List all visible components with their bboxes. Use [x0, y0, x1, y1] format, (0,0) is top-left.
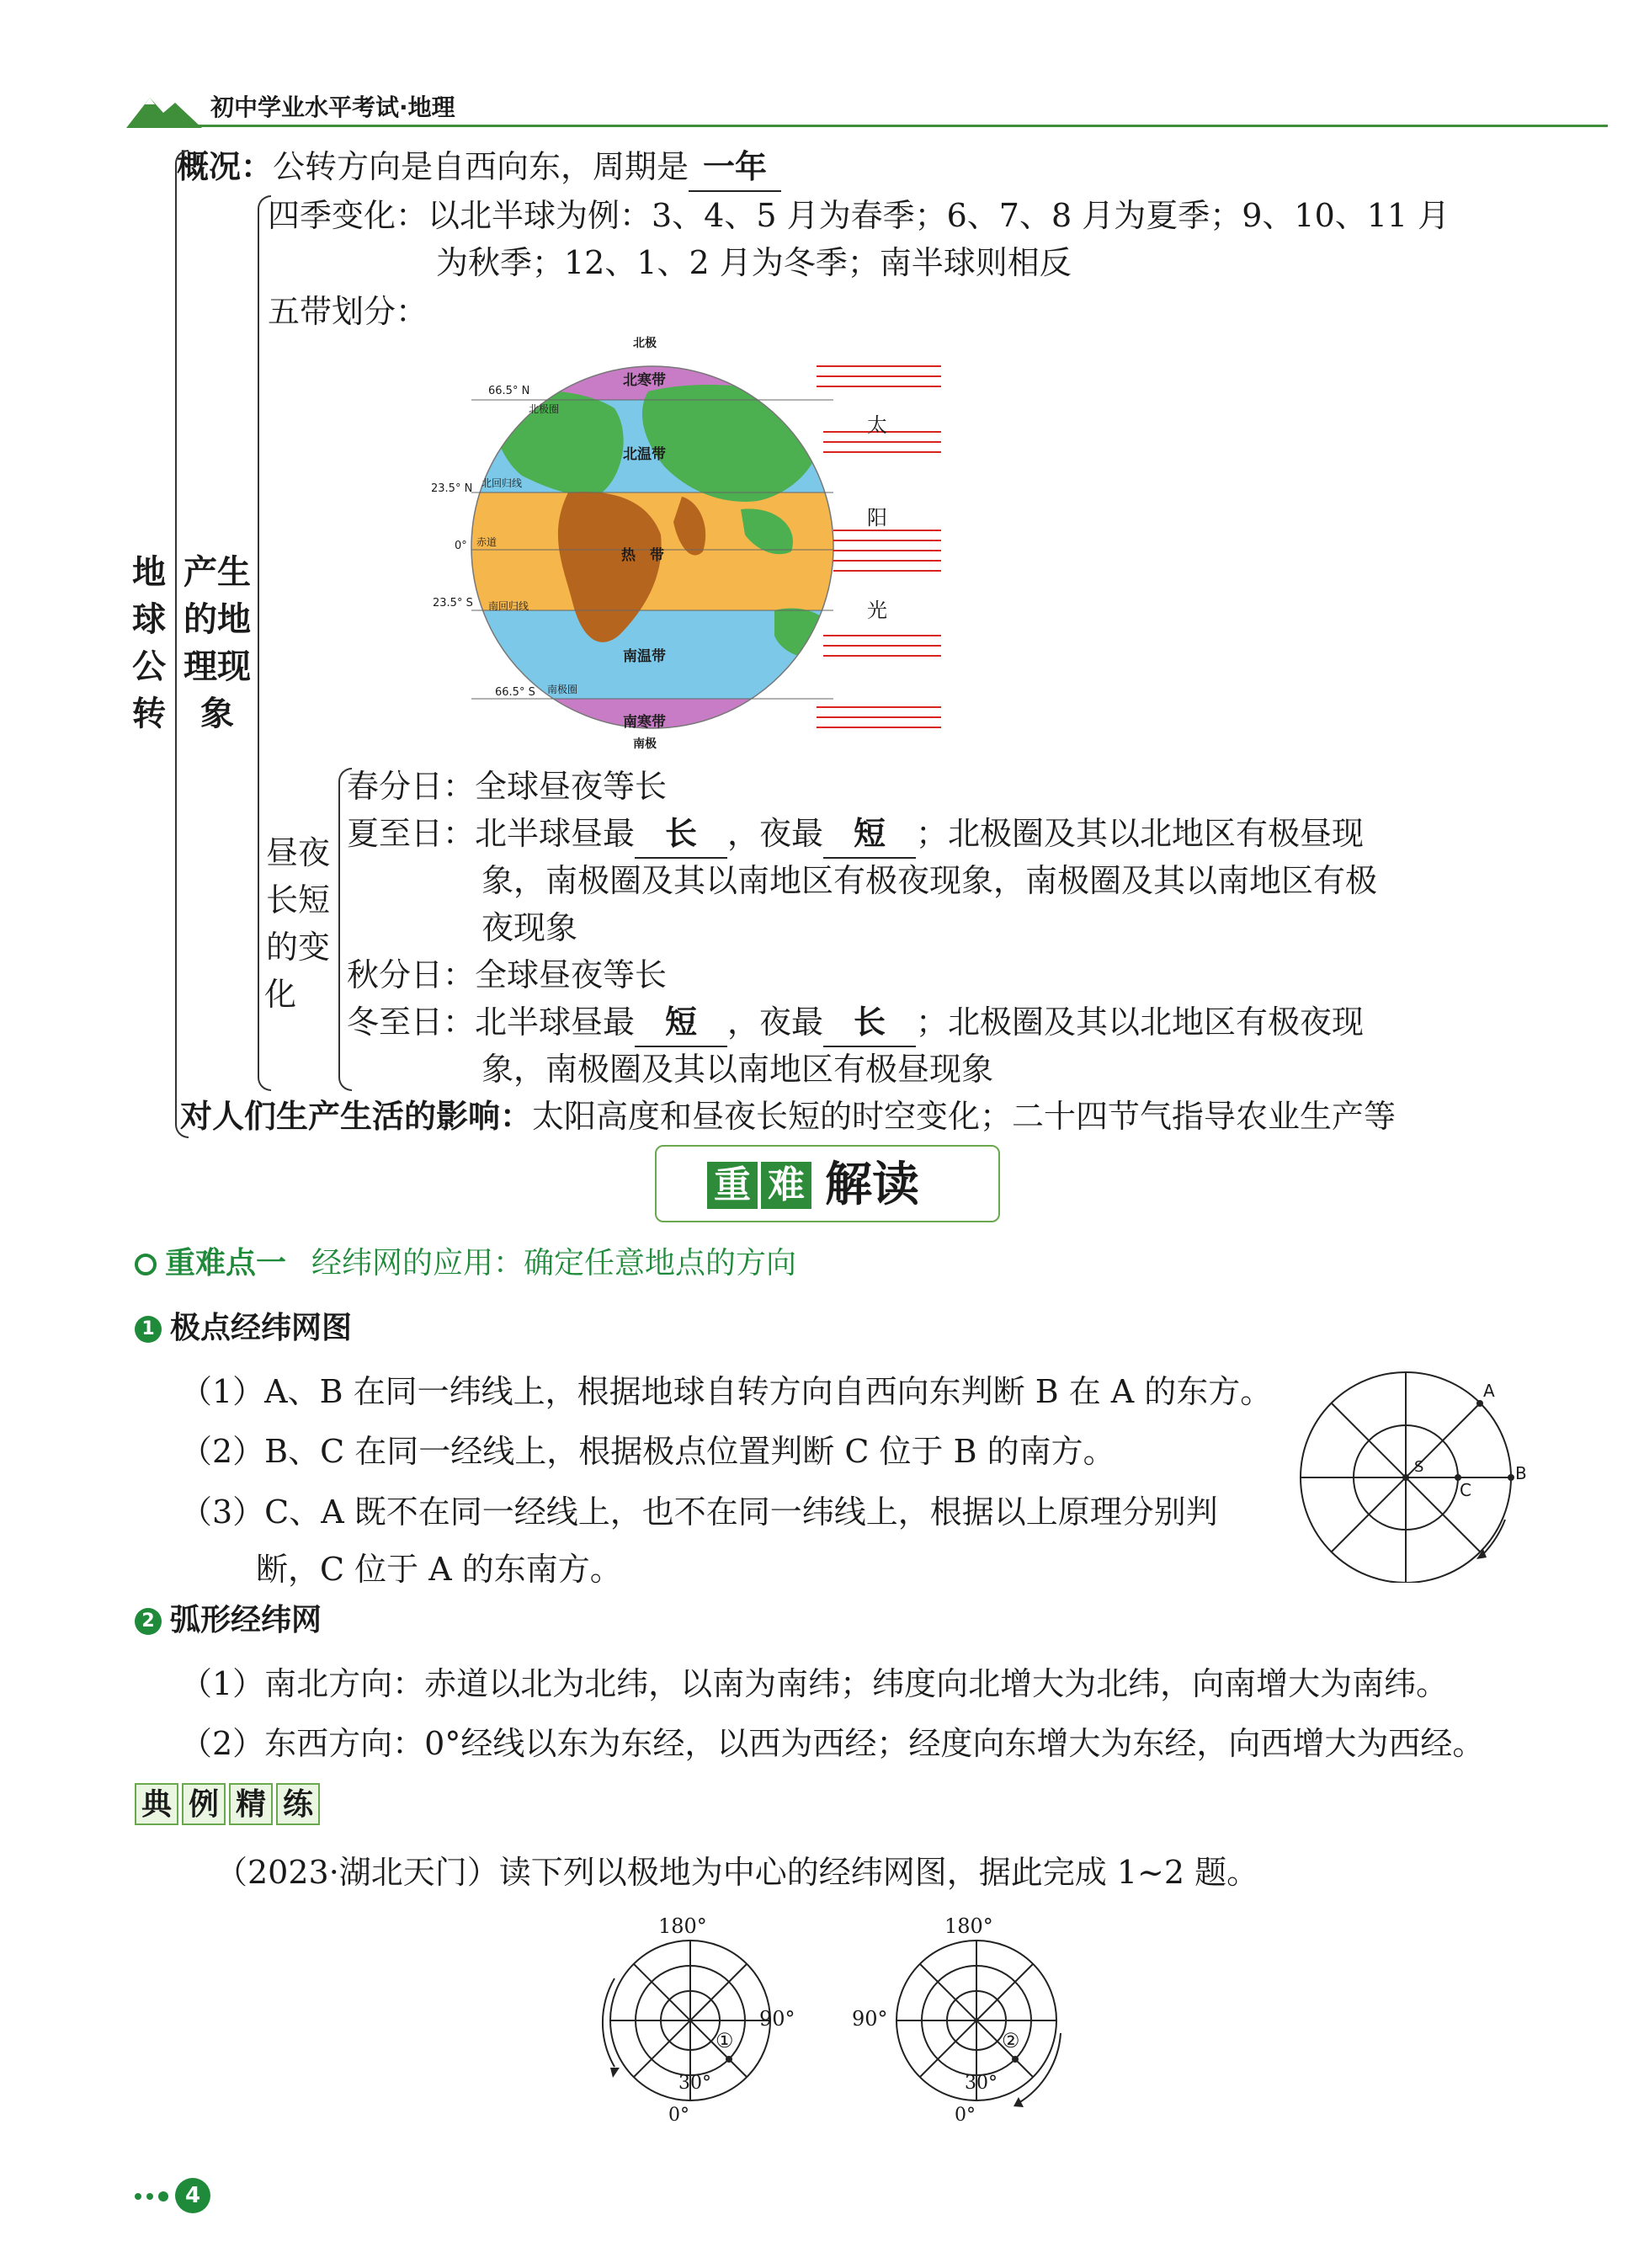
zone-south-frigid: 南寒带	[623, 714, 666, 731]
impact-line	[180, 1093, 1396, 1140]
left-fig-point: ①	[716, 2029, 734, 2052]
arctic-circle-label: 北极圈	[529, 403, 560, 415]
antarctic-circle-label: 南极圈	[547, 684, 578, 695]
zone-north-temperate: 北温带	[623, 446, 666, 463]
zone-tropical: 热 带	[621, 547, 664, 564]
sub1-item-2: （2）B、C 在同一经线上，根据极点位置判断 C 位于 B 的南方。	[180, 1433, 1115, 1470]
point-a-label: A	[1483, 1381, 1495, 1401]
sub1-item-4: 断，C 位于 A 的东南方。	[256, 1551, 622, 1588]
sub2-title: 弧形经纬网	[170, 1603, 322, 1637]
polar-grid-figure	[1288, 1364, 1540, 1583]
header-bar	[126, 91, 1608, 130]
winter-answer-night: 长	[823, 998, 916, 1047]
key-point-label: 重难点一	[165, 1246, 287, 1280]
sub1-title: 极点经纬网图	[170, 1311, 353, 1345]
summer-answer-night: 短	[823, 810, 916, 859]
autumn-equinox-line: 秋分日：全球昼夜等长	[347, 956, 668, 993]
right-fig-left-label: 90°	[852, 2007, 888, 2031]
page-number: 4	[175, 2178, 210, 2213]
example-tag: 典 例 精 练	[135, 1783, 323, 1825]
pole-south-label: 南极	[633, 737, 657, 751]
left-fig-top-label: 180°	[658, 1914, 707, 1938]
summer-answer-day: 长	[635, 810, 727, 859]
sub2-item-2: （2）东西方向：0°经线以东为东经，以西为西经；经度向东增大为东经，向西增大为西经。	[180, 1725, 1485, 1762]
right-fig-top-label: 180°	[944, 1914, 993, 1938]
footer-dot-2	[146, 2193, 153, 2200]
point-c-label: C	[1460, 1480, 1471, 1500]
lat-66s-label: 66.5° S	[495, 686, 535, 699]
key-point-title: 经纬网的应用：确定任意地点的方向	[311, 1246, 797, 1280]
phenomena-label: 产生 的地 理现 象	[184, 552, 251, 733]
left-fig-bottom-label: 0°	[668, 2105, 689, 2126]
banner-title: 解读	[825, 1157, 919, 1212]
earth-revolution-label: 地 球 公 转	[132, 552, 166, 733]
lat-23n-label: 23.5° N	[431, 482, 473, 495]
lat-66n-label: 66.5° N	[488, 385, 530, 397]
sub1-number-icon: 1	[135, 1316, 162, 1343]
right-fig-inner-label: 30°	[965, 2073, 998, 2094]
overview-label: 概况：	[177, 147, 274, 185]
zone-north-frigid: 北寒带	[623, 372, 666, 389]
mountain-logo-icon	[126, 91, 202, 130]
winter-solstice-line: 冬至日：北半球昼最 短 ，夜最 长 ；北极圈及其以北地区有极夜现	[347, 998, 1364, 1047]
pole-s-label: S	[1414, 1458, 1424, 1476]
banner-box-1: 重	[707, 1162, 758, 1209]
overview-line	[177, 143, 781, 192]
pole-north-label: 北极	[633, 337, 657, 350]
left-fig-inner-label: 30°	[678, 2073, 711, 2094]
spring-equinox-line: 春分日：全球昼夜等长	[347, 768, 668, 805]
zone-south-temperate: 南温带	[623, 648, 666, 665]
sub2-number-icon: 2	[135, 1608, 162, 1635]
footer	[135, 2176, 261, 2218]
sun-char-1: 太	[867, 413, 887, 437]
sub2-heading	[135, 1600, 322, 1642]
sub1-heading	[135, 1307, 352, 1350]
overview-text: 公转方向是自西向东，周期是	[273, 148, 689, 185]
lat-0-label: 0°	[455, 540, 467, 552]
point-b-label: B	[1515, 1463, 1527, 1483]
tropic-capricorn-label: 南回归线	[488, 600, 529, 612]
example-figure-right	[850, 1914, 1103, 2138]
example-figure-left	[564, 1914, 817, 2138]
sub1-item-3: （3）C、A 既不在同一经线上，也不在同一纬线上，根据以上原理分别判	[180, 1493, 1218, 1531]
sun-char-3: 光	[867, 599, 887, 622]
daynight-label: 昼夜 长短 的变 化	[264, 834, 330, 1013]
summer-solstice-line: 夏至日：北半球昼最 长 ，夜最 短 ；北极圈及其以北地区有极昼现	[347, 810, 1364, 859]
sub2-item-1: （1）南北方向：赤道以北为北纬，以南为南纬；纬度向北增大为北纬，向南增大为南纬。	[180, 1665, 1449, 1702]
lat-23s-label: 23.5° S	[433, 597, 473, 610]
section-banner	[655, 1145, 1000, 1222]
key-point-heading	[135, 1242, 796, 1286]
seasons-line-1: 四季变化：以北半球为例：3、4、5 月为春季；6、7、8 月为夏季；9、10、11 月	[268, 197, 1450, 234]
winter-answer-day: 短	[635, 998, 727, 1047]
right-fig-bottom-label: 0°	[955, 2105, 976, 2126]
summer-solstice-line-2: 象，南极圈及其以南地区有极夜现象，南极圈及其以南地区有极	[481, 862, 1378, 899]
sub1-item-1: （1）A、B 在同一纬线上，根据地球自转方向自西向东判断 B 在 A 的东方。	[180, 1373, 1273, 1410]
header-title: 初中学业水平考试·地理	[210, 93, 455, 121]
right-fig-point: ②	[1002, 2029, 1020, 2052]
key-point-icon	[135, 1254, 157, 1275]
example-intro: （2023·湖北天门）读下列以极地为中心的经纬网图，据此完成 1~2 题。	[215, 1854, 1259, 1891]
seasons-line-2: 为秋季；12、1、2 月为冬季；南半球则相反	[436, 244, 1072, 281]
overview-answer: 一年	[689, 143, 781, 192]
impact-text: 太阳高度和昼夜长短的时空变化；二十四节气指导农业生产等	[532, 1098, 1397, 1135]
tropic-cancer-label: 北回归线	[481, 477, 523, 489]
equator-label: 赤道	[476, 536, 497, 548]
impact-label: 对人们生产生活的影响：	[180, 1097, 533, 1135]
five-zones-label: 五带划分：	[268, 293, 428, 330]
winter-solstice-line-2: 象，南极圈及其以南地区有极昼现象	[481, 1051, 994, 1088]
banner-box-2: 难	[761, 1162, 811, 1209]
five-zones-figure	[421, 333, 943, 762]
left-fig-right-label: 90°	[759, 2007, 795, 2031]
summer-solstice-line-3: 夜现象	[481, 909, 578, 946]
footer-dot-3	[158, 2191, 168, 2201]
sun-char-2: 阳	[867, 506, 887, 530]
footer-dot-1	[135, 2193, 141, 2200]
